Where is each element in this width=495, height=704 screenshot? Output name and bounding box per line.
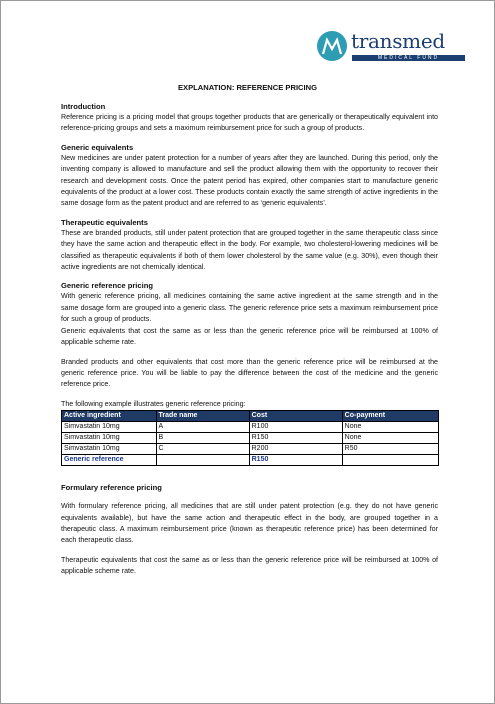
logo-tagline: MEDICAL FUND (377, 55, 440, 61)
therapeutic-equivalents-heading: Therapeutic equivalents (61, 217, 148, 227)
document-title: EXPLANATION: REFERENCE PRICING (177, 83, 318, 92)
generic-reference-pricing-text: With generic reference pricing, all medicines containing the same active ingredient at the same strength and in the same dosage form are grouped into a generic class. The generic reference price sets a maximum reimbursement price for such a group of products. (61, 292, 438, 324)
table-cell: Simvastatin 10mg (62, 433, 157, 444)
table-cell: Simvastatin 10mg (62, 422, 157, 433)
table-cell: B (156, 433, 249, 444)
table-footer-row (62, 455, 439, 466)
table-cell: None (342, 422, 438, 433)
transmed-logo (317, 31, 467, 65)
table-header: Co-payment (342, 411, 438, 422)
formulary-reference-pricing-heading: Formulary reference pricing (61, 483, 162, 493)
table-row (62, 422, 439, 433)
table-cell: R150 (249, 433, 342, 444)
logo-wordmark: transmed (351, 29, 445, 53)
table-header-row (62, 411, 439, 422)
therapeutic-equivalents-text: These are branded products, still under patent protection that are grouped together in the same therapeutic class since they have the same action and therapeutic effect in the body. For example, two cholesterol-lowering medicines will be classified as therapeutic equivalents if both of them lower cholesterol by the same value (e.g. 30%), even though their active ingredients are not chemically identical. (61, 228, 438, 272)
introduction-text: Reference pricing is a pricing model that groups together products that are generically or therapeutically equivalent into reference-pricing groups and sets a maximum reimbursement price for such a group of products. (61, 113, 438, 133)
generic-equivalents-heading: Generic equivalents (61, 142, 134, 152)
table-cell (156, 455, 249, 466)
table-intro: The following example illustrates generic reference pricing: (61, 399, 246, 408)
introduction-heading: Introduction (61, 102, 106, 111)
table-cell: R200 (249, 444, 342, 455)
table-cell: Generic reference (62, 455, 157, 466)
formulary-reference-pricing-text: With formulary reference pricing, all medicines that are still under patent protection (e.g. they do not have generic equivalents available), but have the same action and therapeutic effect in the body, are grouped together in a therapeutic class. A maximum reimbursement price (known as therapeutic reference price) has been determined for each therapeutic class. (61, 502, 438, 545)
table-row (62, 433, 439, 444)
table-cell (342, 455, 438, 466)
document-body (61, 102, 438, 578)
table-cell: R150 (249, 455, 342, 466)
table-header: Active ingredient (62, 411, 157, 422)
generic-equivalents-text: New medicines are under patent protection for a number of years after they are launched. During this period, only the inventing company is allowed to manufacture and sell the product allowing them with the opportunity to recover their research and development costs. Once the patent period has expired, other companies start to manufacture generic equivalents of the product at a lower cost. These products contain exactly the same strength of active ingredients in the same dosage form as the patent product and are referred to as ‘generic equivalents’. (61, 153, 438, 208)
logo-emblem-icon (317, 31, 347, 61)
table-header: Cost (249, 411, 342, 422)
pricing-table (61, 410, 439, 466)
table-header: Trade name (156, 411, 249, 422)
table-cell: C (156, 444, 249, 455)
table-cell: None (342, 433, 438, 444)
table-cell: Simvastatin 10mg (62, 444, 157, 455)
table-cell: A (156, 422, 249, 433)
table-cell: R50 (342, 444, 438, 455)
table-cell: R100 (249, 422, 342, 433)
generic-reference-pricing-heading: Generic reference pricing (61, 281, 154, 291)
formulary-reference-pricing-text-2: Therapeutic equivalents that cost the same as or less than the generic reference price will be reimbursed at 100% of applicable scheme rate. (61, 555, 438, 576)
generic-reference-pricing-text-2: Generic equivalents that cost the same as or less than the generic reference price will be reimbursed at 100% of applicable scheme rate. (61, 326, 438, 347)
table-row (62, 444, 439, 455)
generic-reference-pricing-text-3: Branded products and other equivalents that cost more than the generic reference price will be reimbursed at the generic reference price. You will be liable to pay the difference between the cost of the medicine and the generic reference price. (61, 357, 438, 389)
